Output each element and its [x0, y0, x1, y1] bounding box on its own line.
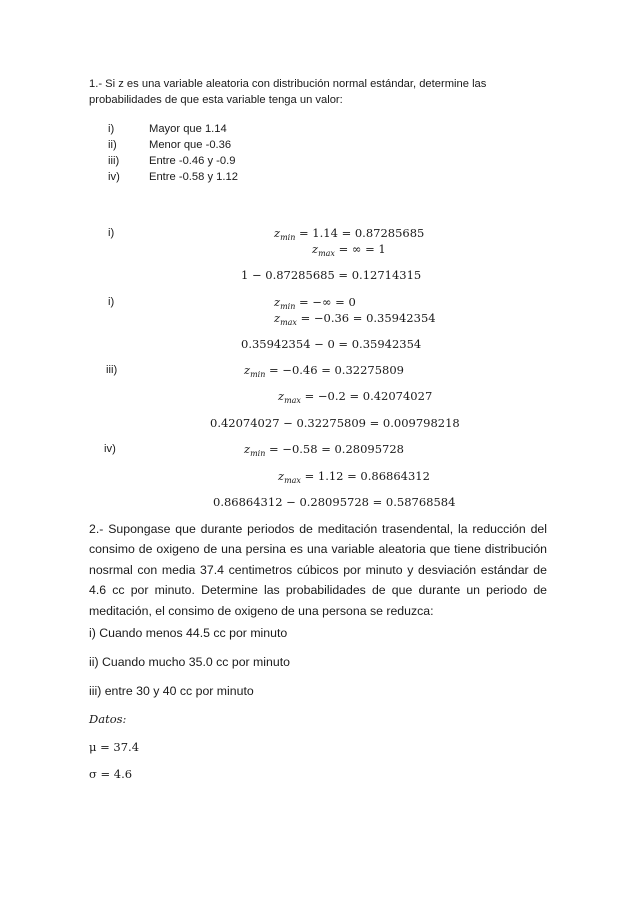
- datos-label: Datos:: [89, 712, 127, 726]
- solution-result: 1 − 0.87285685 = 0.12714315: [241, 268, 422, 282]
- zmax-equation: [312, 242, 386, 256]
- zmax-value: = ∞ = 1: [338, 242, 386, 256]
- max-subscript: max: [318, 249, 335, 258]
- list-item-number: i): [108, 123, 115, 135]
- solution-result: 0.86864312 − 0.28095728 = 0.58768584: [213, 495, 456, 509]
- z-symbol: z: [274, 226, 281, 240]
- zmax-value: = 1.12 = 0.86864312: [304, 469, 430, 483]
- problem2-paragraph: 2.- Supongase que durante periodos de meditación trasendental, la reducción del consimo de oxigeno de una persina es una variable aleatoria que tiene distribución nosrmal con media 37.4 centimetros cúbicos por minuto y desviación estándar de 4.6 cc por minuto. Determine las probabilidades de que durante un periodo de meditación, el consimo de oxigeno de una persona se reduzca:: [89, 522, 547, 618]
- min-subscript: min: [250, 449, 266, 458]
- z-symbol: z: [278, 469, 285, 483]
- problem2-item: ii) Cuando mucho 35.0 cc por minuto: [89, 655, 290, 669]
- zmin-equation: [274, 295, 356, 309]
- zmin-value: = −∞ = 0: [299, 295, 356, 309]
- z-symbol: z: [312, 242, 319, 256]
- problem1-statement-line1: 1.- Si z es una variable aleatoria con distribución normal estándar, determine las: [89, 78, 487, 90]
- list-item-text: Mayor que 1.14: [149, 123, 227, 135]
- problem1-statement-line2: probabilidades de que esta variable tenga un valor:: [89, 94, 343, 106]
- zmax-equation: [278, 469, 430, 483]
- z-symbol: z: [244, 442, 251, 456]
- zmax-value: = −0.2 = 0.42074027: [304, 389, 433, 403]
- zmax-equation: [274, 311, 436, 325]
- solution-label: i): [108, 227, 115, 239]
- z-symbol: z: [274, 295, 281, 309]
- max-subscript: max: [280, 318, 297, 327]
- z-symbol: z: [244, 363, 251, 377]
- zmin-value: = 1.14 = 0.87285685: [299, 226, 425, 240]
- zmin-equation: [274, 226, 424, 240]
- solution-label: i): [108, 296, 115, 308]
- min-subscript: min: [280, 302, 296, 311]
- problem2-item: iii) entre 30 y 40 cc por minuto: [89, 684, 254, 698]
- zmin-value: = −0.58 = 0.28095728: [269, 442, 405, 456]
- zmin-equation: [244, 442, 404, 456]
- solution-label: iv): [104, 443, 116, 455]
- max-subscript: max: [284, 396, 301, 405]
- list-item-text: Entre -0.46 y -0.9: [149, 155, 236, 167]
- zmin-equation: [244, 363, 404, 377]
- zmax-equation: [278, 389, 432, 403]
- min-subscript: min: [280, 233, 296, 242]
- list-item-number: ii): [108, 139, 117, 151]
- solution-result: 0.42074027 − 0.32275809 = 0.009798218: [210, 416, 460, 430]
- sigma-value: σ = 4.6: [89, 767, 133, 781]
- max-subscript: max: [284, 476, 301, 485]
- z-symbol: z: [274, 311, 281, 325]
- solution-result: 0.35942354 − 0 = 0.35942354: [241, 337, 422, 351]
- list-item-number: iii): [108, 155, 120, 167]
- problem2-item: i) Cuando menos 44.5 cc por minuto: [89, 626, 288, 640]
- list-item-text: Menor que -0.36: [149, 139, 232, 151]
- mu-value: μ = 37.4: [89, 740, 140, 754]
- zmax-value: = −0.36 = 0.35942354: [300, 311, 436, 325]
- list-item-text: Entre -0.58 y 1.12: [149, 171, 238, 183]
- solution-label: iii): [106, 364, 118, 376]
- list-item-number: iv): [108, 171, 120, 183]
- z-symbol: z: [278, 389, 285, 403]
- zmin-value: = −0.46 = 0.32275809: [269, 363, 405, 377]
- min-subscript: min: [250, 370, 266, 379]
